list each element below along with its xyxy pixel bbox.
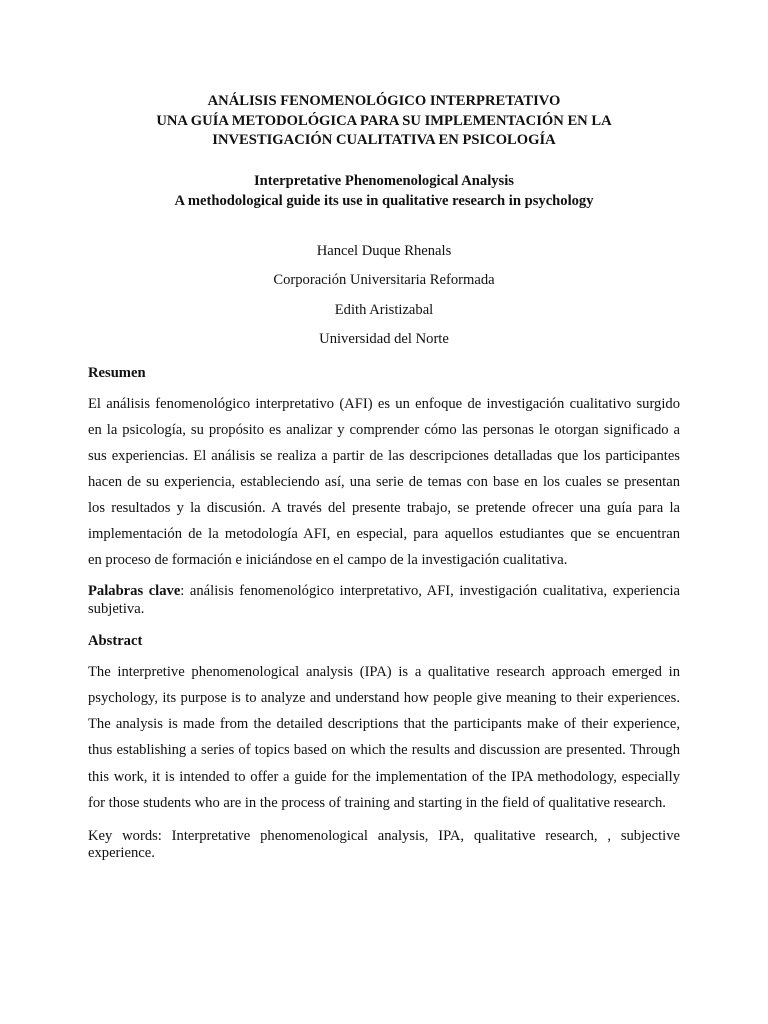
resumen-line: en la psicología, su propósito es analizar y comprender cómo las personas le otorgan significado a: [88, 421, 680, 438]
palabras-clave: [88, 583, 680, 618]
palabras-clave-line: subjetiva.: [88, 600, 145, 617]
resumen-heading: Resumen: [88, 364, 146, 381]
title-line: INVESTIGACIÓN CUALITATIVA EN PSICOLOGÍA: [212, 132, 556, 148]
document-page: [88, 92, 680, 863]
resumen-line: hacen de su experiencia, estableciendo así, una serie de temas con base en los cuales se presentan: [88, 473, 680, 490]
subtitle-line: A methodological guide its use in qualitative research in psychology: [174, 192, 594, 209]
title-english: [88, 171, 680, 211]
title-line: ANÁLISIS FENOMENOLÓGICO INTERPRETATIVO: [207, 93, 561, 109]
abstract-line: psychology, its purpose is to analyze and understand how people give meaning to their experiences.: [88, 690, 680, 707]
resumen-line: sus experiencias. El análisis se realiza a partir de las descripciones detalladas que los participantes: [88, 447, 680, 464]
palabras-clave-text: : análisis fenomenológico interpretativo, AFI, investigación cualitativa, experiencia: [180, 583, 680, 600]
resumen-line: implementación de la metodología AFI, en especial, para aquellos estudiantes que se encuentran: [88, 525, 680, 542]
palabras-clave-label: Palabras clave: [88, 583, 181, 600]
abstract-heading: Abstract: [88, 633, 143, 650]
key-words: [88, 828, 680, 863]
key-words-line: experience.: [88, 845, 155, 862]
author-block: [88, 237, 680, 355]
abstract-line: for those students who are in the process of training and starting in the field of qualitative research.: [88, 794, 666, 811]
resumen-line: los resultados y la discusión. A través del presente trabajo, se pretende ofrecer una guía para la: [88, 499, 680, 516]
author-name: Edith Aristizabal: [334, 301, 434, 318]
resumen-paragraph: [88, 391, 680, 574]
title-spanish: [88, 92, 680, 151]
abstract-line: The interpretive phenomenological analysis (IPA) is a qualitative research approach emerged in: [88, 664, 680, 681]
resumen-line: El análisis fenomenológico interpretativo (AFI) es un enfoque de investigación cualitativo surgido: [88, 395, 680, 412]
subtitle-line: Interpretative Phenomenological Analysis: [254, 172, 514, 189]
abstract-line: thus establishing a series of topics based on which the results and discussion are presented. Through: [88, 742, 680, 759]
abstract-line: this work, it is intended to offer a guide for the implementation of the IPA methodology, especially: [88, 768, 680, 785]
key-words-line: Key words: Interpretative phenomenological analysis, IPA, qualitative research, , subjective: [88, 827, 680, 844]
author-name: Hancel Duque Rhenals: [316, 242, 452, 259]
palabras-clave-line: [88, 583, 680, 601]
resumen-line: en proceso de formación e iniciándose en el campo de la investigación cualitativa.: [88, 552, 568, 569]
abstract-paragraph: [88, 659, 680, 816]
title-line: UNA GUÍA METODOLÓGICA PARA SU IMPLEMENTACIÓN EN LA: [156, 112, 612, 129]
abstract-line: The analysis is made from the detailed descriptions that the participants make of their experience,: [88, 716, 680, 733]
author-affiliation: Corporación Universitaria Reformada: [273, 272, 495, 288]
author-affiliation: Universidad del Norte: [319, 331, 449, 347]
